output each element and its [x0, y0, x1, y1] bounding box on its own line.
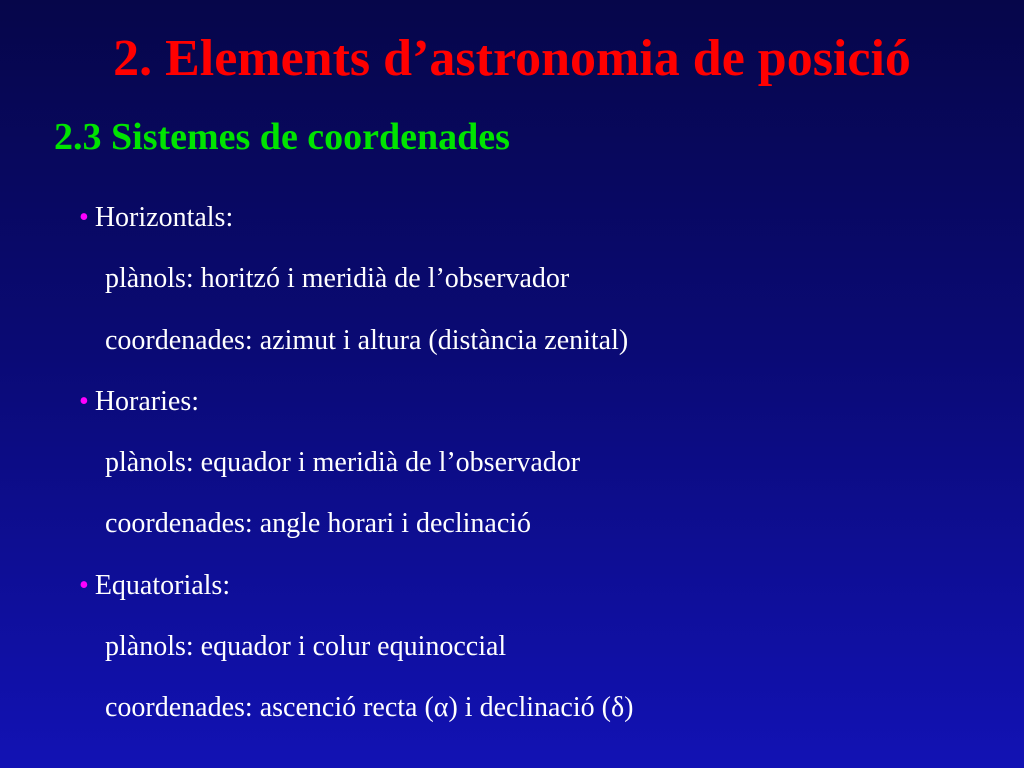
sub-line: coordenades: azimut i altura (distància zenital) — [105, 324, 629, 356]
sub-line: plànols: equador i meridià de l’observador — [105, 447, 581, 479]
sub-line: coordenades: ascenció recta (α) i declinació (δ) — [105, 692, 634, 724]
sub-line: plànols: equador i colur equinoccial — [105, 631, 507, 663]
slide-subtitle: 2.3 Sistemes de coordenades — [54, 116, 510, 158]
bullet-heading: Equatorials: — [94, 569, 231, 601]
slide-title: 2. Elements d’astronomia de posició — [113, 30, 911, 87]
bullet-item-horaries — [79, 382, 999, 443]
bullet-icon: • — [79, 569, 89, 601]
sub-line: coordenades: angle horari i declinació — [105, 508, 532, 540]
bullet-heading: Horizontals: — [94, 202, 234, 233]
bullet-icon: • — [79, 202, 89, 233]
bullet-item-horizontals — [79, 198, 999, 259]
slide-body — [79, 198, 999, 750]
bullet-item-equatorials — [79, 566, 999, 627]
bullet-icon: • — [79, 385, 89, 417]
sub-line: plànols: horitzó i meridià de l’observador — [105, 263, 570, 295]
bullet-heading: Horaries: — [94, 385, 199, 417]
